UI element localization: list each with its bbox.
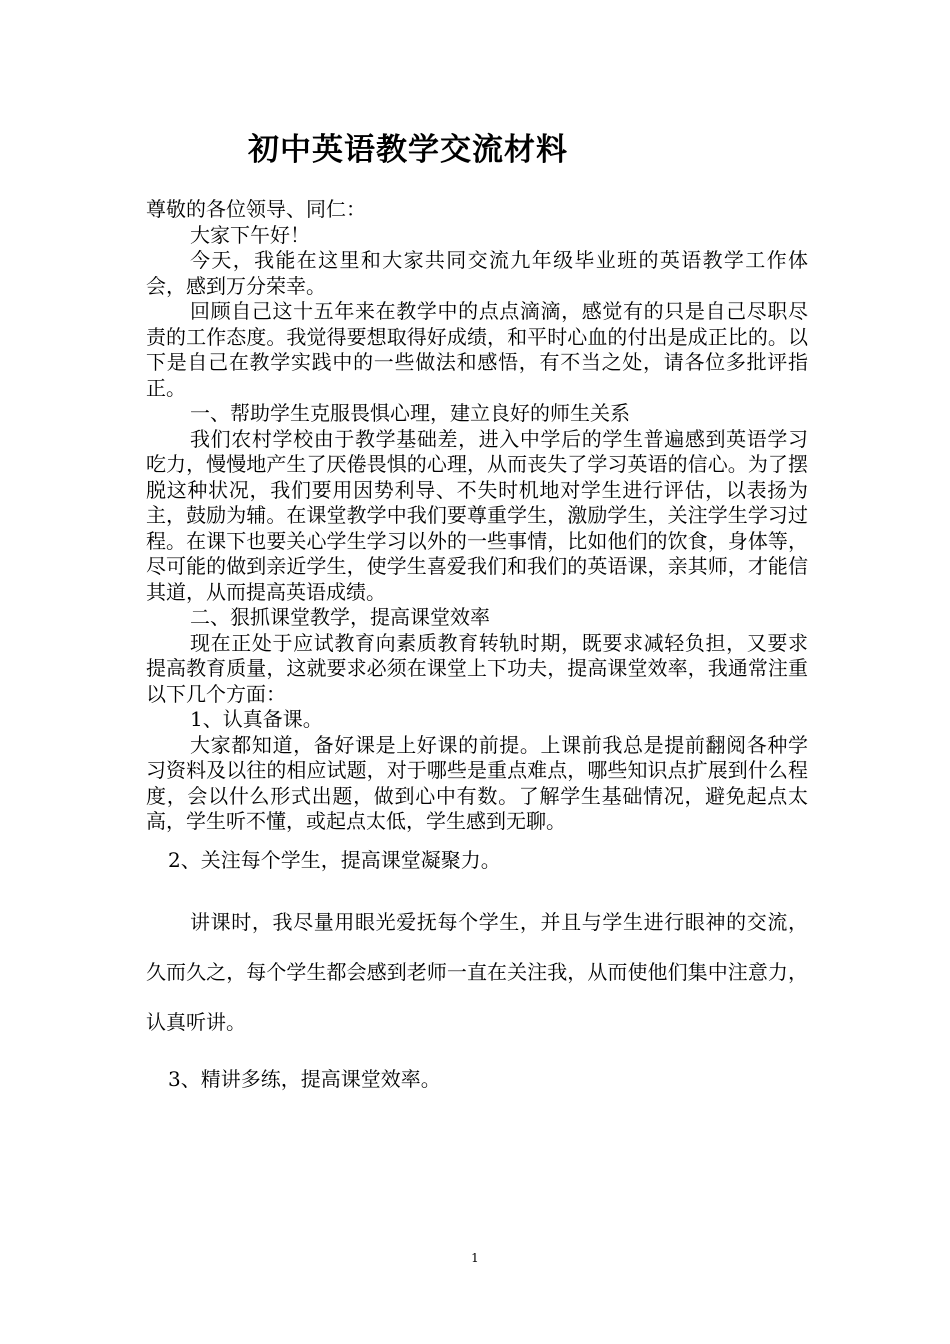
section1-text: 我们农村学校由于教学基础差，进入中学后的学生普遍感到英语学习吃力，慢慢地产生了厌倦畏惧的心理，从而丧失了学习英语的信心。为了摆脱这种状况，我们要用因势利导、不失时机地对学生进行评估，以表扬为主，鼓励为辅。在课堂教学中我们要尊重学生，激励学生，关注学生学习过程。在课下也要关心学生学习以外的一些事情，比如他们的饮食，身体等，尽可能的做到亲近学生，使学生喜爱我们和我们的英语课，亲其师，才能信其道，从而提高英语成绩。 (146, 426, 808, 604)
document-title: 初中英语教学交流材料 (248, 132, 568, 168)
item2-heading: 2、关注每个学生，提高课堂凝聚力。 (168, 848, 501, 872)
greeting: 大家下午好！ (190, 222, 310, 247)
item1-text: 大家都知道，备好课是上好课的前提。上课前我总是提前翻阅各种学习资料及以往的相应试题，对于哪些是重点难点，哪些知识点扩展到什么程度，会以什么形式出题，做到心中有数。了解学生基础情况，避免起点太高，学生听不懂，或起点太低，学生感到无聊。 (146, 732, 808, 833)
item2-text: 讲课时，我尽量用眼光爱抚每个学生，并且与学生进行眼神的交流，久而久之，每个学生都会感到老师一直在关注我，从而使他们集中注意力，认真听讲。 (146, 910, 808, 1034)
section2-heading: 二、狠抓课堂教学，提高课堂效率 (190, 605, 490, 629)
salutation: 尊敬的各位领导、同仁： (146, 197, 366, 221)
paragraph-intro: 今天，我能在这里和大家共同交流九年级毕业班的英语教学工作体会，感到万分荣幸。 (146, 248, 808, 298)
item1-heading: 1、认真备课。 (190, 707, 323, 731)
document-body (146, 197, 808, 835)
item3-heading: 3、精讲多练，提高课堂效率。 (168, 1067, 441, 1091)
section1-heading: 一、帮助学生克服畏惧心理，建立良好的师生关系 (190, 401, 630, 425)
section2-text: 现在正处于应试教育向素质教育转轨时期，既要求减轻负担，又要求提高教育质量，这就要求必须在课堂上下功夫，提高课堂效率，我通常注重以下几个方面： (146, 630, 808, 706)
page-number: 1 (471, 1251, 479, 1265)
paragraph-review: 回顾自己这十五年来在教学中的点点滴滴，感觉有的只是自己尽职尽责的工作态度。我觉得要想取得好成绩，和平时心血的付出是成正比的。以下是自己在教学实践中的一些做法和感悟，有不当之处，请各位多批评指正。 (146, 299, 808, 400)
